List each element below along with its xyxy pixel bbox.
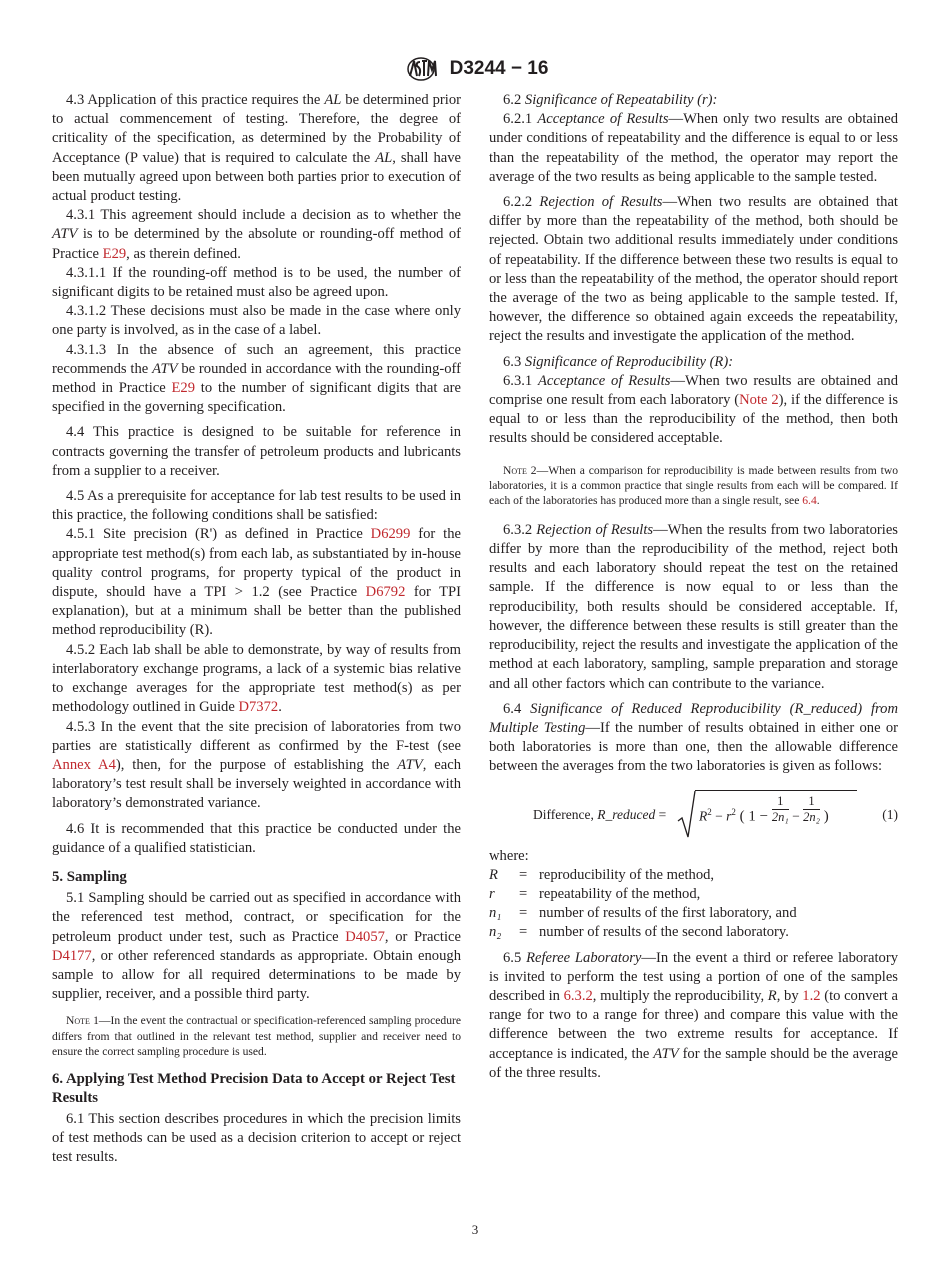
text-run: , or other referenced standards as appropriate. Obtain enough sample to allow for all required determinations to be made by supplier, receiver, and a possible third party.: [52, 947, 461, 1003]
equation-equals: =: [655, 806, 667, 822]
italic-term: Rejection of Results: [539, 194, 663, 211]
definition-text: number of results of the second laboratory.: [539, 924, 789, 941]
paragraph: [52, 718, 461, 814]
text-run: be determined prior to actual commencement of testing. Therefore, the degree of criticality of the specification, as determined by the Probability of Acceptance (P value) that is required to calculate the: [52, 92, 462, 166]
text-run: 4.3.1.2 These decisions must also be made in the case where only one party is involved, as in the case of a label.: [52, 303, 461, 339]
text-run: 4.4 This practice is designed to be suitable for reference in contracts governing the transfer of petroleum products and lubricants from a supplier to a receiver.: [52, 424, 461, 479]
equation-rhs: [699, 794, 829, 827]
note-2-text: [489, 464, 898, 508]
text-run: 4.5.3 In the event that the site precision of laboratories from two parties are statistically different as confirmed by the F-test (see: [52, 718, 461, 754]
cross-reference-link[interactable]: E29: [171, 380, 196, 397]
eq-fraction-2: [803, 794, 820, 825]
text-run: , or Practice: [384, 928, 461, 945]
text-run: for the appropriate test method(s) from each lab, as substantiated by in-house quality control programs, for property typical of the product in dispute, should have a TPI > 1.2 (see Practice: [52, 526, 461, 601]
paragraph: [52, 206, 461, 264]
equation-1: [489, 787, 898, 841]
cross-reference-link[interactable]: D4177: [52, 947, 92, 964]
definition-equals: =: [519, 924, 528, 941]
paragraph: [52, 641, 461, 718]
text-run: for TPI explanation), but at a minimum shall be better than the published method reproducibility (R).: [52, 584, 461, 639]
text-run: .: [816, 494, 820, 508]
text-run: 4.3.1.1 If the rounding-off method is to be used, the number of significant digits to be retained must also be agreed upon.: [52, 264, 461, 301]
italic-term: Acceptance of Results: [537, 111, 669, 128]
text-run: 4.3.1 This agreement should include a decision as to whether the: [66, 207, 461, 224]
italic-term: AL: [375, 149, 393, 166]
text-run: , each laboratory’s test result shall be inversely weighted in accordance with laboratory’s demonstrated variance.: [52, 756, 462, 812]
text-run: ), if the difference is equal to or less than the reproducibility of the method, then both results should be considered acceptable.: [489, 392, 898, 447]
italic-term: Acceptance of Results: [538, 372, 671, 389]
text-run: be rounded in accordance with the rounding-off method in Practice: [52, 360, 461, 397]
italic-term: ATV: [52, 226, 78, 243]
section-6-heading: 6. Applying Test Method Precision Data to Accept or Reject Test Results: [52, 1070, 456, 1106]
definition-row: [489, 885, 898, 904]
italic-term: Significance of Reduced Reproducibility (R_reduced) from Multiple Testing: [489, 700, 898, 736]
italic-term: ATV: [397, 756, 423, 773]
equation-lhs-var: R_reduced: [597, 806, 656, 822]
text-run: 6.3.2: [503, 521, 537, 538]
definition-equals: =: [519, 905, 528, 922]
paragraph: [52, 423, 461, 481]
section-4-paragraphs: [52, 91, 461, 858]
cross-reference-link[interactable]: 6.4: [802, 494, 817, 508]
definition-equals: =: [519, 885, 528, 902]
definition-symbol: R: [489, 866, 498, 883]
square-root-icon: [677, 789, 697, 839]
text-run: —If the number of results obtained in either one or both laboratories is more than one, then the allowable difference between the averages from the two laboratories is given as follows:: [489, 719, 898, 775]
cross-reference-link[interactable]: D6299: [370, 526, 411, 543]
cross-reference-link[interactable]: D4057: [345, 928, 385, 945]
text-run: , shall have been mutually agreed upon between both parties prior to execution of actual product testing.: [52, 149, 461, 205]
note-2-label: Note 2: [503, 463, 537, 477]
text-run: 4.3 Application of this practice requires the: [66, 92, 325, 108]
paragraph: [52, 302, 461, 340]
text-run: for the sample should be the average of the three results.: [489, 1045, 898, 1081]
text-run: 6.3: [503, 353, 525, 370]
definition-text: reproducibility of the method,: [539, 866, 715, 883]
text-run: 4.5.2 Each lab shall be able to demonstrate, by way of results from interlaboratory exchange programs, a lack of a systemic bias relative to exchange averages for the appropriate test method(s) as per methodology outlined in Guide: [52, 641, 461, 716]
text-run: , as therein defined.: [126, 245, 241, 262]
paragraph: [52, 487, 461, 525]
paragraph-5-1: [52, 889, 461, 1004]
equation-lhs-label: Difference,: [533, 806, 598, 822]
note-2: [489, 463, 898, 509]
paragraph: [52, 91, 461, 206]
definition-row: [489, 904, 898, 923]
text-run: —When two results are obtained and comprise one result from each laboratory (: [489, 372, 898, 409]
italic-term: Referee Laboratory: [526, 949, 642, 966]
definition-symbol: n₁: [489, 905, 502, 922]
text-run: 4.5.1 Site precision (R') as defined in Practice: [66, 526, 371, 543]
paragraph: [489, 353, 898, 372]
left-column: [52, 91, 461, 1168]
paragraph: [489, 521, 898, 694]
text-run: 4.6 It is recommended that this practice be conducted under the guidance of a qualified statistician.: [52, 820, 461, 856]
text-run: 4.3.1.3 In the absence of such an agreement, this practice recommends the: [52, 341, 461, 377]
section-5-heading: 5. Sampling: [52, 868, 127, 885]
text-run: —In the event a third or referee laboratory is invited to perform the test using a portion of one of the samples described in: [489, 949, 899, 1004]
cross-reference-link[interactable]: E29: [102, 245, 127, 262]
paragraph: [489, 372, 898, 449]
italic-term: AL: [324, 92, 342, 108]
text-run: , multiply the reproducibility,: [592, 987, 768, 1004]
text-run: —When the results from two laboratories differ by more than the reproducibility of the method, reject both results and each laboratory should repeat the test on the retained sample. If the difference is now equal to or less than the reproducibility, both results should be considered acceptable. If, however, the difference between these results is still greater than the reproducibility, reject the results and investigate the application of the method at each laboratory, sampling, sample preparation and storage and all other factors which can contribute to the variance.: [489, 521, 898, 692]
text-run: , by: [776, 987, 803, 1004]
definition-row: [489, 866, 898, 885]
italic-term: Rejection of Results: [536, 521, 654, 538]
definition-symbol: r: [489, 885, 495, 902]
note-1-text: —In the event the contractual or specification-referenced sampling procedure differs from that outlined in the relevant test method, supplier and receiver need to ensure the correct sampling procedure is used.: [52, 1014, 461, 1059]
text-run: —When a comparison for reproducibility is made between results from two laboratories, it is a common practice that single results from each will be compared. If each of the laboratories has produced more than a single result, see: [489, 463, 899, 508]
eq-close: ): [819, 808, 829, 825]
paragraph: [52, 264, 461, 302]
equation-lhs: [533, 805, 666, 824]
eq-open: ( 1 −: [735, 808, 772, 825]
eq-numerator: 1: [803, 794, 820, 810]
eq-fraction-1: [772, 794, 789, 825]
eq-minus: −: [711, 808, 727, 824]
paragraph-6-1: [52, 1110, 461, 1168]
cross-reference-link[interactable]: Note 2: [739, 392, 779, 409]
cross-reference-link[interactable]: D7372: [238, 699, 279, 716]
equation-number: (1): [882, 806, 898, 822]
paragraph: [489, 110, 898, 187]
eq-var-R: R: [699, 808, 708, 824]
text-run: 6.4: [503, 700, 531, 717]
eq-minus: −: [788, 808, 804, 824]
text-run: 5.1 Sampling should be carried out as specified in accordance with the referenced test method, contract, or specification for the petroleum product under test, such as Practice: [52, 890, 461, 945]
where-label: where:: [489, 847, 529, 864]
cross-reference-link[interactable]: 6.3.2: [563, 987, 593, 1004]
italic-term: ATV: [653, 1045, 679, 1062]
section-6-3-2-paragraphs: [489, 521, 898, 777]
text-run: —When two results are obtained that differ by more than the repeatability of the method, both should be rejected. Obtain two additional results immediately under conditions of repeatability. If the difference between these two results is equal to or less than the repeatability of the method, the operator should report the average of the two as being applicable to the sample tested. If, however, the difference so obtained again exceeds the repeatability, reject the results and investigate the application of the method.: [489, 194, 898, 345]
cross-reference-link[interactable]: 1.2: [802, 987, 821, 1004]
paragraph: [489, 700, 898, 777]
variable-definitions: [489, 866, 898, 943]
paragraph: [489, 193, 898, 347]
eq-denominator: 2n₁: [771, 810, 789, 825]
text-run: is to be determined by the absolute or rounding-off method of Practice: [52, 226, 461, 262]
paragraph: [52, 525, 461, 640]
eq-sup: 2: [707, 806, 712, 817]
italic-term: Significance of Repeatability (r):: [524, 92, 718, 108]
text-run: 6.5: [503, 949, 527, 966]
italic-term: R: [767, 987, 777, 1004]
paragraph-6-5: [489, 949, 898, 1083]
paragraph: [52, 341, 461, 418]
right-column: [489, 91, 898, 1083]
text-run: —When only two results are obtained under conditions of repeatability and the difference is equal to or less than the repeatability of the method, the operator may report the average of the two results as being applicable to the sample tested.: [489, 111, 898, 185]
cross-reference-link[interactable]: Annex A4: [52, 756, 116, 773]
page-number: 3: [471, 1222, 479, 1237]
definition-text: repeatability of the method,: [539, 885, 701, 902]
text-run: to the number of significant digits that are specified in the governing specification.: [52, 380, 461, 416]
eq-numerator: 1: [772, 794, 789, 810]
definition-symbol: n₂: [489, 924, 502, 941]
cross-reference-link[interactable]: D6792: [365, 584, 406, 601]
text-run: .: [278, 699, 282, 716]
text-run: 6.2.2: [503, 194, 540, 211]
definition-equals: =: [519, 866, 528, 883]
eq-denominator: 2n₂: [803, 810, 820, 825]
italic-term: Significance of Reproducibility (R):: [524, 353, 734, 370]
paragraph: [489, 91, 898, 110]
document-designation: D3244 − 16: [449, 58, 549, 79]
italic-term: ATV: [152, 360, 178, 377]
note-1-label: Note 1: [66, 1014, 99, 1028]
eq-var-r: r: [726, 808, 732, 824]
page-header: [0, 56, 950, 82]
note-1: [52, 1013, 461, 1059]
definition-row: [489, 923, 898, 942]
text-run: (to convert a range for two to a range for three) and compare this value with the difference between the two extreme results for acceptance. If acceptance is indicated, the: [489, 987, 898, 1062]
text-run: 4.5 As a prerequisite for acceptance for lab test results to be used in this practice, the following conditions shall be satisfied:: [52, 488, 461, 524]
paragraph: [52, 820, 461, 858]
definition-text: number of results of the first laboratory, and: [539, 905, 797, 922]
text-run: 6.2.1: [503, 111, 538, 128]
section-6-2-paragraphs: [489, 91, 898, 449]
text-run: ), then, for the purpose of establishing the: [115, 756, 398, 773]
astm-logo-icon: [402, 56, 440, 82]
text-run: 6.3.1: [503, 372, 538, 389]
eq-sup: 2: [731, 806, 736, 817]
text-run: 6.2: [503, 92, 525, 108]
text-run: 6.1 This section describes procedures in which the precision limits of test methods can be used as a decision criterion to accept or reject test results.: [52, 1110, 461, 1166]
